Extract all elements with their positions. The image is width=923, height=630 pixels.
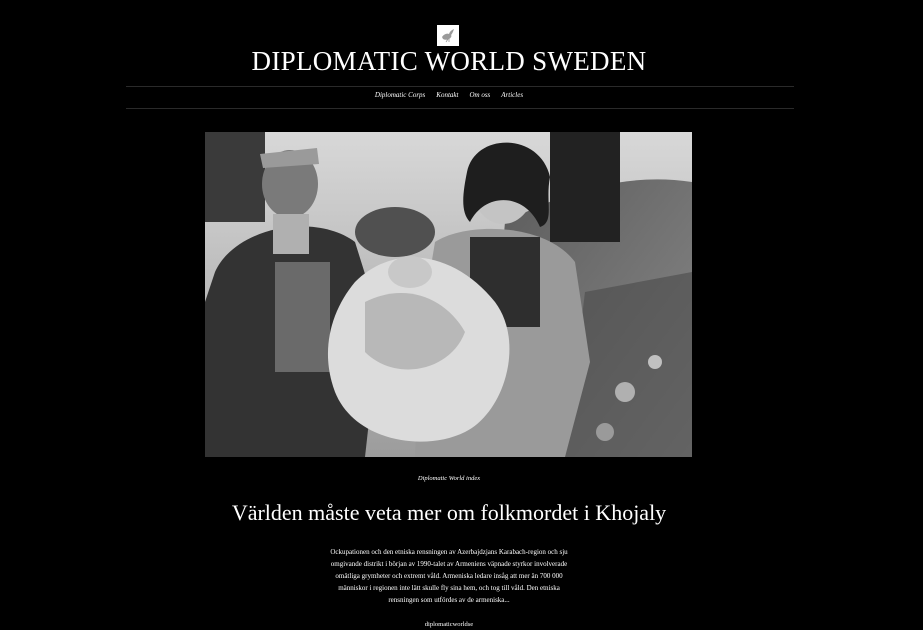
hero-photo xyxy=(205,132,692,457)
nav-item-kontakt[interactable]: Kontakt xyxy=(436,91,459,99)
nav-item-om-oss[interactable]: Om oss xyxy=(469,91,491,99)
site-logo[interactable] xyxy=(437,25,459,46)
image-caption: Diplomatic World index xyxy=(417,475,481,482)
article-excerpt: Ockupationen och den etniska rensningen av Azerbajdzjans Karabach-region och sju omgivande distrikt i början av 1990-talet av Armeniens väpnade styrkor involverade omätliga grymheter och extremt våld. Armeniska ledare insåg att mer än 700 000 människor i regionen inte lätt skulle fly sina hem, och tog till våld. Den etniska rensningen som utfördes av de armeniska... xyxy=(330,548,568,604)
article-hero-image[interactable] xyxy=(205,132,692,457)
header-divider-top xyxy=(126,86,794,87)
nav-item-diplomatic-corps[interactable]: Diplomatic Corps xyxy=(374,91,426,99)
dove-icon xyxy=(440,28,456,43)
article-title[interactable]: Världen måste veta mer om folkmordet i Khojaly xyxy=(231,500,667,525)
main-nav xyxy=(0,91,898,99)
nav-item-articles[interactable]: Articles xyxy=(501,91,524,99)
article-source[interactable]: diplomaticworldse xyxy=(424,621,474,628)
site-title[interactable]: DIPLOMATIC WORLD SWEDEN xyxy=(251,46,647,76)
header-divider-bottom xyxy=(126,108,794,109)
